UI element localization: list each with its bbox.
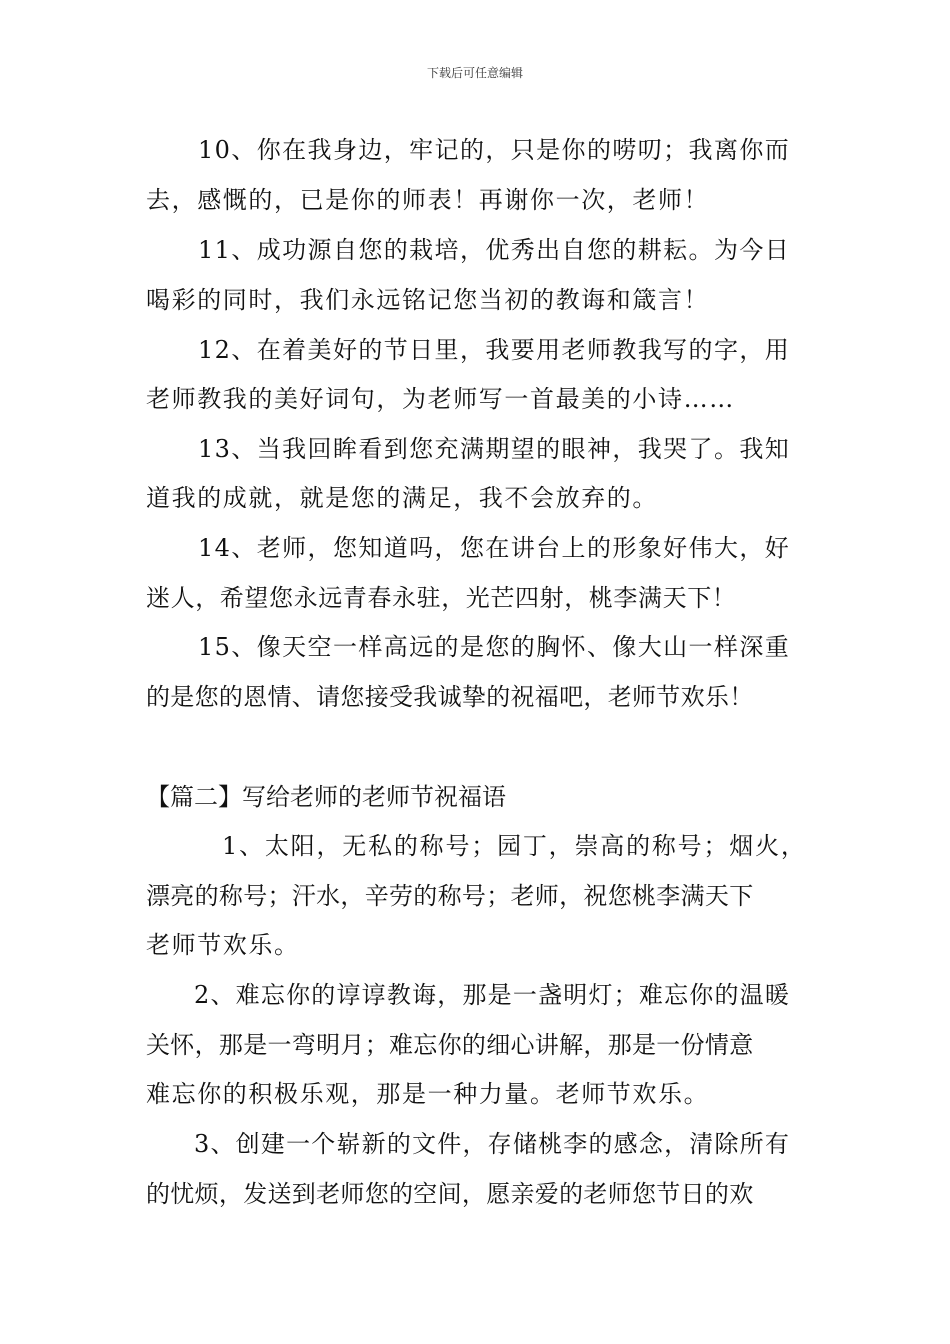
page-header: 下载后可任意编辑: [426, 66, 523, 80]
text-line: 15、像天空一样高远的是您的胸怀、像大山一样深重: [198, 633, 791, 661]
text-line: 10、你在我身边，牢记的，只是你的唠叨；我离你而: [198, 136, 791, 164]
text-line: 12、在着美好的节日里，我要用老师教我写的字，用: [198, 336, 791, 364]
text-line: 难忘你的积极乐观，那是一种力量。老师节欢乐。: [146, 1080, 710, 1108]
text-line: 去，感慨的，已是你的师表！再谢你一次，老师！: [146, 186, 710, 214]
text-line: 的忧烦，发送到老师您的空间，愿亲爱的老师您节日的欢: [146, 1180, 754, 1208]
text-line: 喝彩的同时，我们永远铭记您当初的教诲和箴言！: [146, 286, 710, 314]
text-line: 11、成功源自您的栽培，优秀出自您的耕耘。为今日: [198, 236, 791, 264]
text-line: 老师节欢乐。: [146, 931, 300, 959]
text-line: 道我的成就，就是您的满足，我不会放弃的。: [146, 484, 658, 512]
text-line: 14、老师，您知道吗，您在讲台上的形象好伟大，好: [198, 534, 791, 562]
text-line: 老师教我的美好词句，为老师写一首最美的小诗……: [146, 385, 735, 413]
text-line: 3、创建一个崭新的文件，存储桃李的感念，清除所有: [194, 1130, 791, 1158]
text-line: 漂亮的称号；汗水，辛劳的称号；老师，祝您桃李满天下: [146, 882, 754, 910]
text-line: 13、当我回眸看到您充满期望的眼神，我哭了。我知: [198, 435, 791, 463]
text-line: 迷人，希望您永远青春永驻，光芒四射，桃李满天下！: [146, 584, 737, 612]
text-line: 1、太阳，无私的称号；园丁，崇高的称号；烟火，: [222, 832, 807, 860]
text-line: 的是您的恩情、请您接受我诚挚的祝福吧，老师节欢乐！: [146, 683, 754, 711]
section-heading: 【篇二】写给老师的老师节祝福语: [146, 783, 506, 811]
text-line: 关怀，那是一弯明月；难忘你的细心讲解，那是一份情意: [146, 1031, 754, 1059]
text-line: 2、难忘你的谆谆教诲，那是一盏明灯；难忘你的温暖: [194, 981, 791, 1009]
